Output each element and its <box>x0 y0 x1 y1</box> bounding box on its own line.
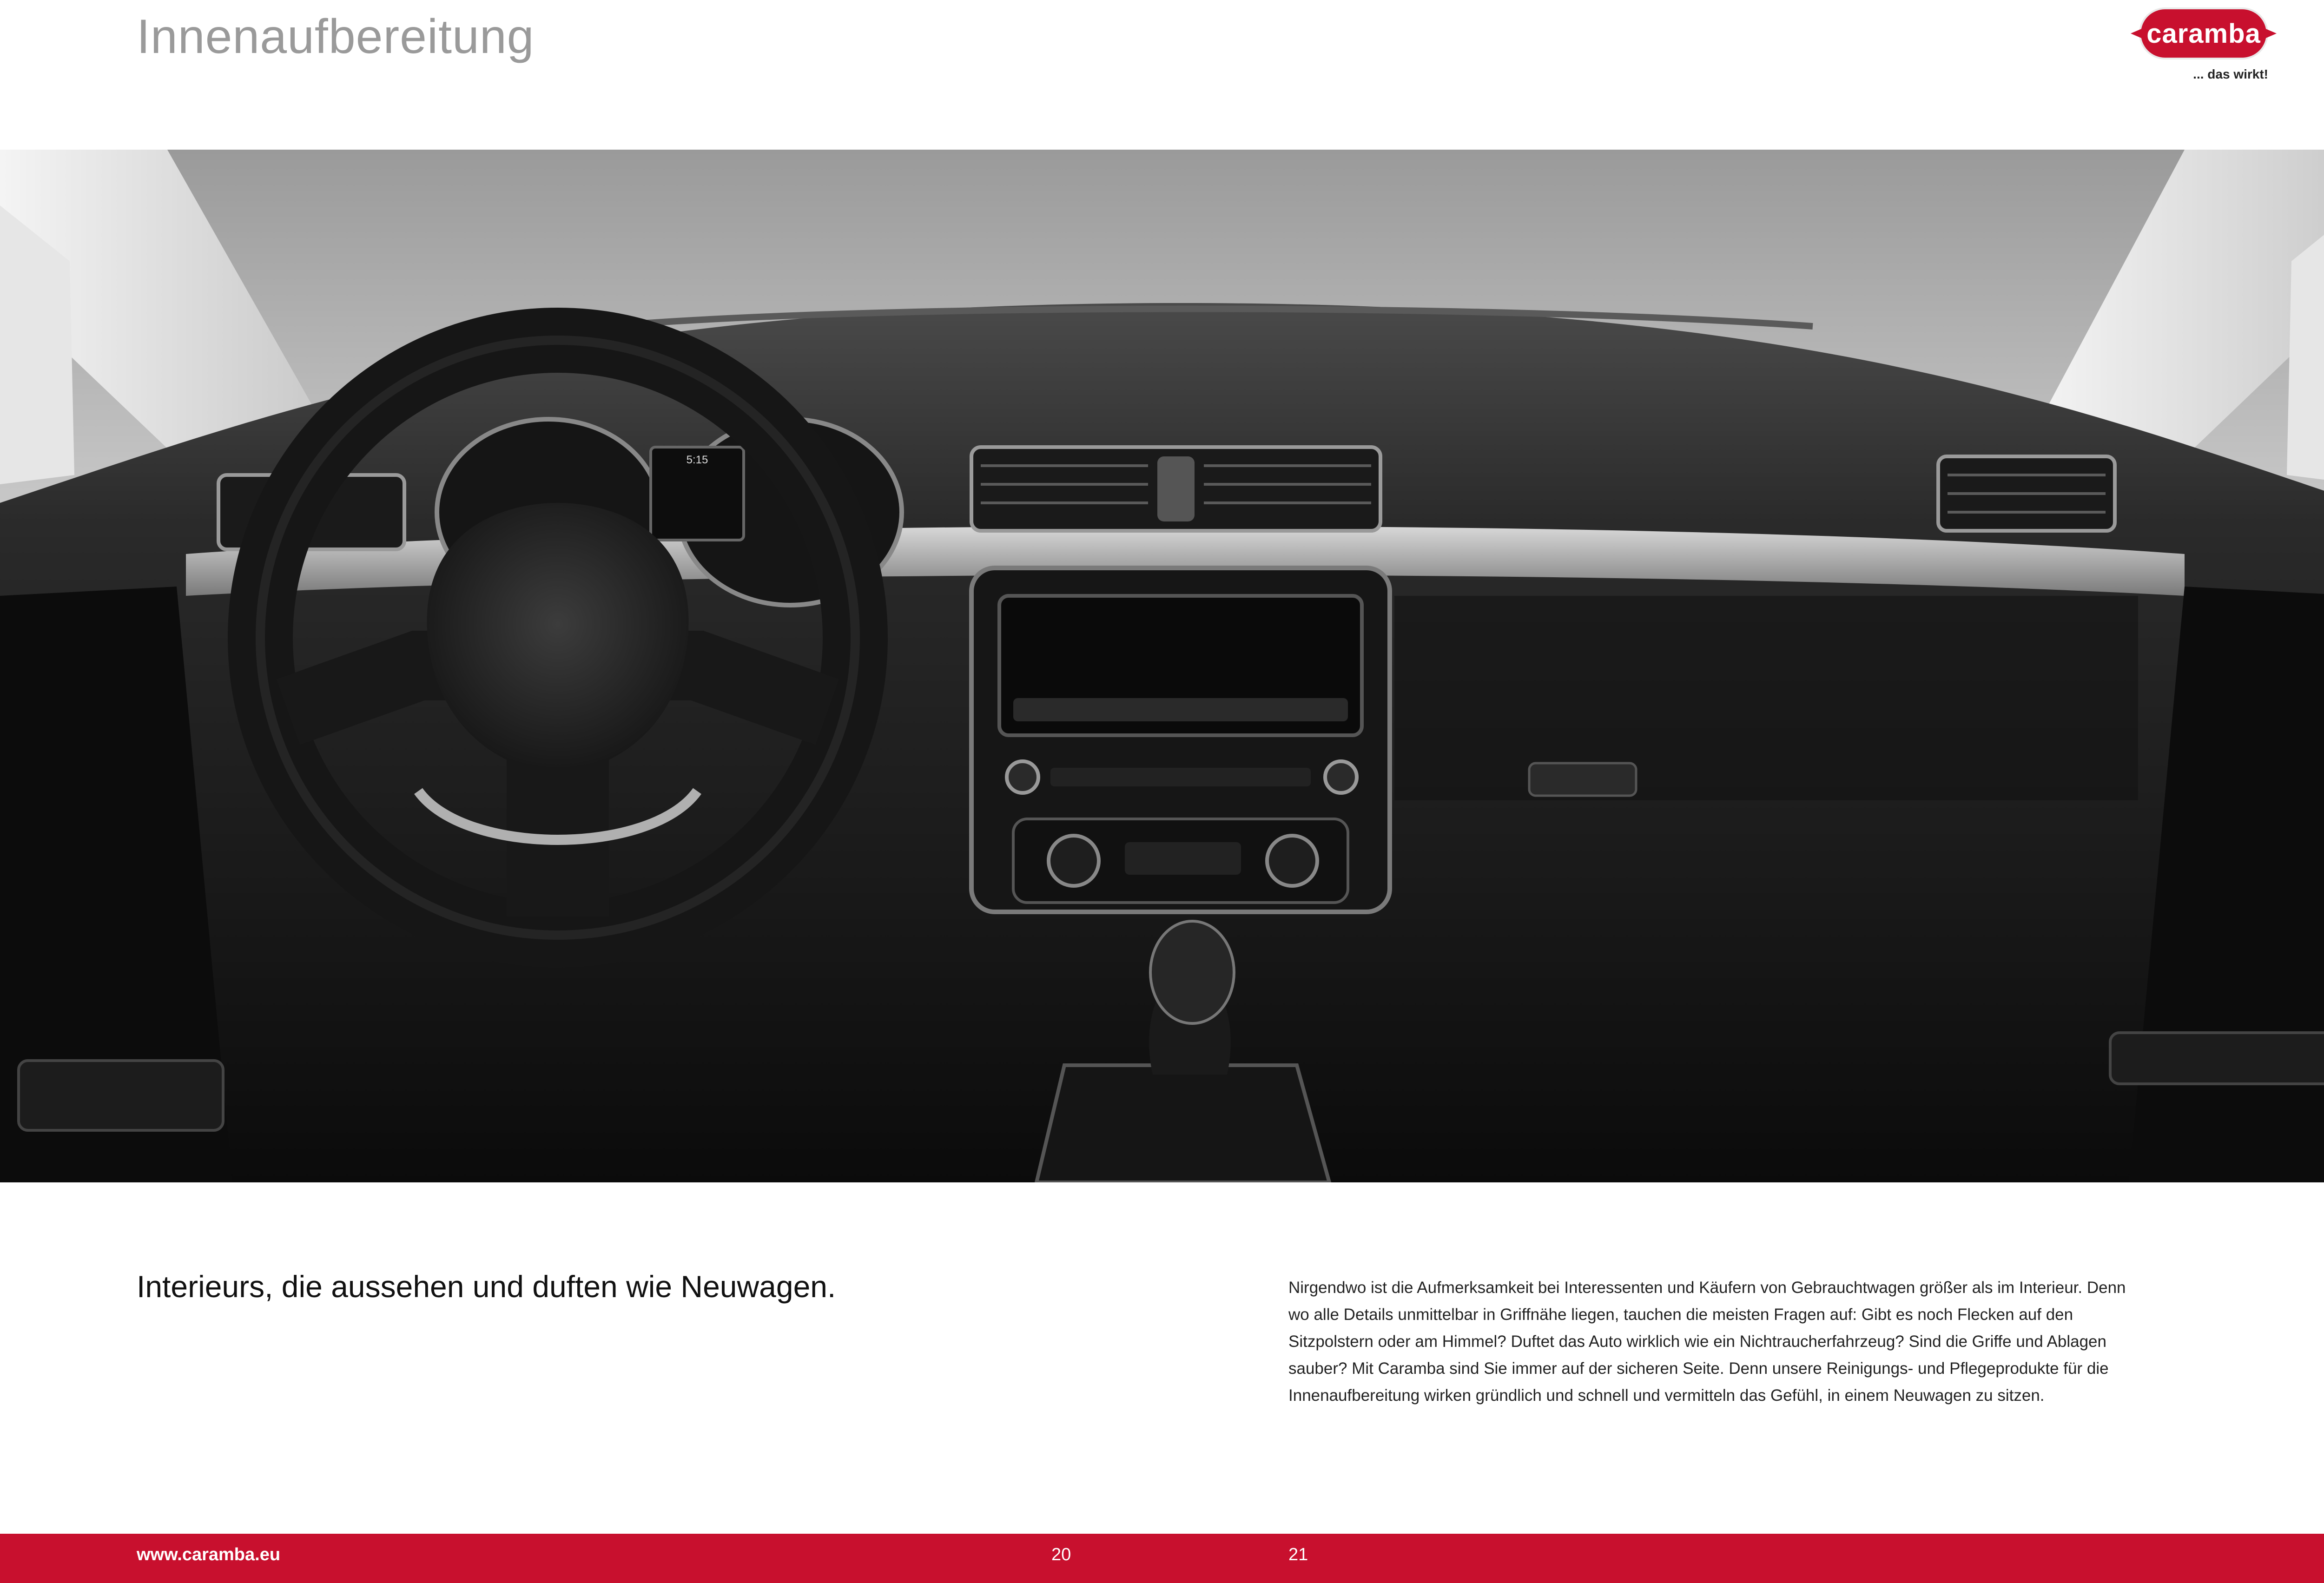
logo-badge <box>2141 9 2266 58</box>
caramba-logo <box>2133 9 2268 88</box>
article-headline: Interieurs, die aussehen und duften wie Neuwagen. <box>137 1269 836 1304</box>
cluster-clock: 5:15 <box>686 454 708 466</box>
footer-url-link[interactable]: www.caramba.eu <box>137 1545 281 1564</box>
page-number-right: 21 <box>1288 1545 1308 1564</box>
article-body: Nirgendwo ist die Aufmerksamkeit bei Interessenten und Käufern von Gebrauchtwagen größer als im Interieur. Denn wo alle Details unmittelbar in Griffnähe liegen, tauchen die meisten Fragen auf: Gibt es noch Flecken auf den Sitzpolstern oder am Himmel? Duftet das Auto wirklich wie ein Nichtraucherfahrzeug? Sind die Griffe und Ablagen sauber? Mit Caramba sind Sie immer auf der sicheren Seite. Denn unsere Reinigungs- und Pflegeprodukte für die Innenaufbereitung wirken gründlich und schnell und vermitteln das Gefühl, in einem Neuwagen zu sitzen. <box>1288 1279 2126 1405</box>
car-interior-photo <box>0 150 2324 1182</box>
footer-bar <box>0 1534 2324 1583</box>
section-title: Innenaufbereitung <box>137 10 535 64</box>
page-number-left: 20 <box>1051 1545 1071 1564</box>
logo-claim: ... das wirkt! <box>2193 67 2268 81</box>
logo-wordmark: caramba <box>2146 18 2261 49</box>
